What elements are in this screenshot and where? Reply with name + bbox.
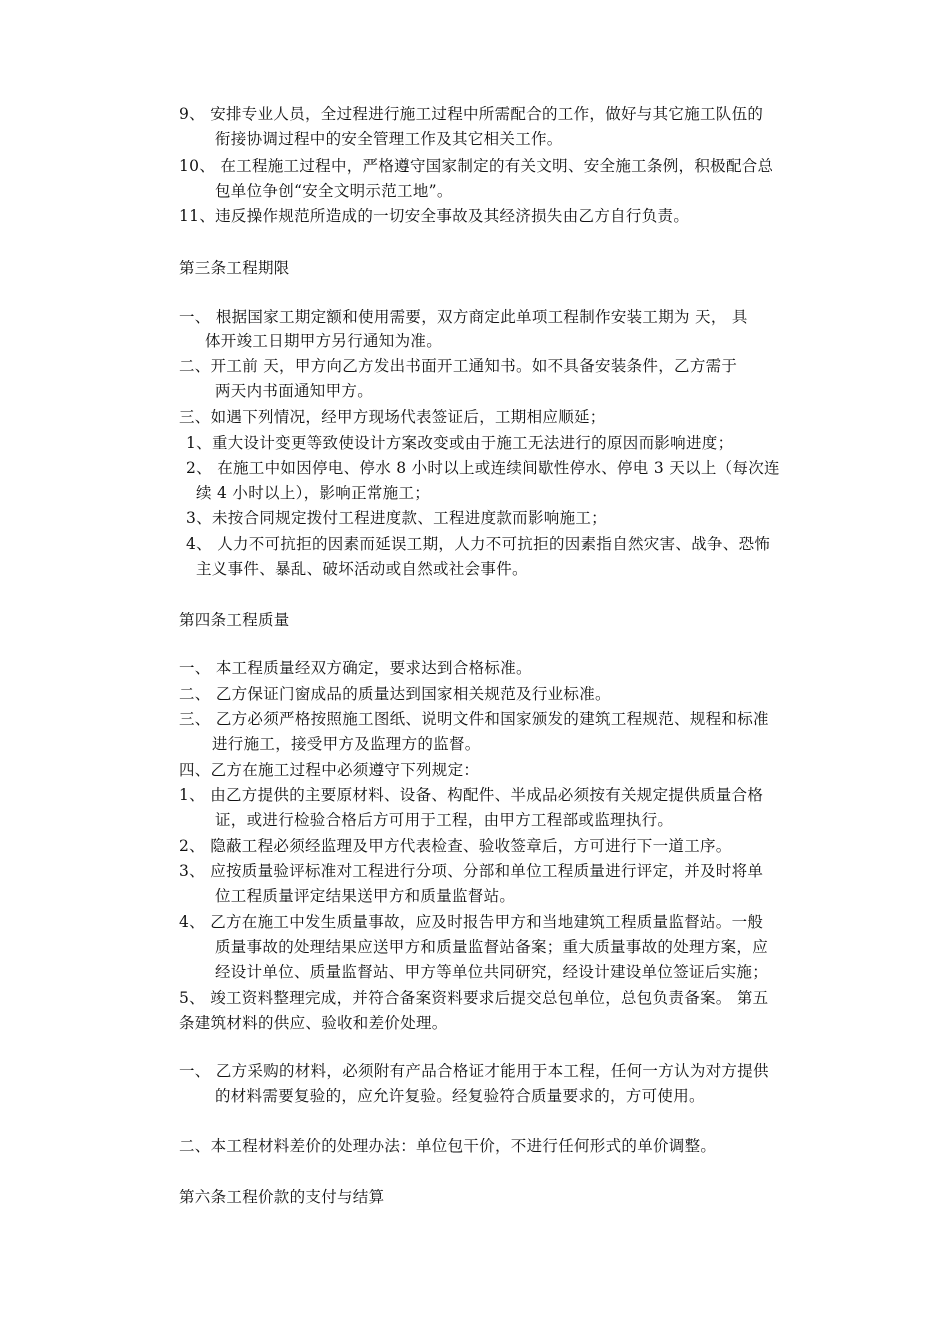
s3-item-2-line-2: 两天内书面通知甲方。: [215, 382, 374, 400]
clause-10-line-1: 10、 在工程施工过程中，严格遵守国家制定的有关文明、安全施工条例，积极配合总: [179, 157, 774, 175]
section-5-heading: 条建筑材料的供应、验收和差价处理。: [179, 1014, 448, 1032]
s4-item-3-line-2: 进行施工，接受甲方及监理方的监督。: [212, 735, 481, 753]
s3-sub-4-line-1: 4、 人力不可抗拒的因素而延误工期，人力不可抗拒的因素指自然灾害、战争、恐怖: [186, 535, 771, 553]
s3-sub-2-line-2: 续 4 小时以上），影响正常施工；: [196, 484, 431, 502]
s4-sub-2-line-1: 2、 隐蔽工程必须经监理及甲方代表检查、验收签章后，方可进行下一道工序。: [179, 837, 732, 855]
s4-sub-5-line-1: 5、 竣工资料整理完成，并符合备案资料要求后提交总包单位，总包负责备案。 第五: [179, 989, 769, 1007]
s4-sub-4-line-2: 质量事故的处理结果应送甲方和质量监督站备案；重大质量事故的处理方案，应: [215, 938, 769, 956]
s3-sub-2-line-1: 2、 在施工中如因停电、停水 8 小时以上或连续间歇性停水、停电 3 天以上（每次连: [186, 459, 780, 477]
s5-item-2-line-1: 二、本工程材料差价的处理办法：单位包干价，不进行任何形式的单价调整。: [179, 1137, 717, 1155]
clause-10-line-2: 包单位争创“安全文明示范工地”。: [215, 182, 453, 200]
s3-item-1-line-2: 体开竣工日期甲方另行通知为准。: [205, 332, 443, 350]
section-3-heading: 第三条工程期限: [179, 259, 290, 277]
s4-sub-3-line-2: 位工程质量评定结果送甲方和质量监督站。: [215, 887, 516, 905]
s4-item-2-line-1: 二、 乙方保证门窗成品的质量达到国家相关规范及行业标准。: [179, 685, 611, 703]
clause-9-line-2: 衔接协调过程中的安全管理工作及其它相关工作。: [215, 130, 563, 148]
s4-item-4-line-1: 四、乙方在施工过程中必须遵守下列规定：: [179, 761, 480, 779]
s4-item-3-line-1: 三、 乙方必须严格按照施工图纸、说明文件和国家颁发的建筑工程规范、规程和标准: [179, 710, 769, 728]
s3-item-1-line-1: 一、 根据国家工期定额和使用需要，双方商定此单项工程制作安装工期为 天， 具: [179, 308, 748, 326]
s4-sub-4-line-1: 4、 乙方在施工中发生质量事故，应及时报告甲方和当地建筑工程质量监督站。一般: [179, 913, 764, 931]
s5-item-1-line-2: 的材料需要复验的，应允许复验。经复验符合质量要求的，方可使用。: [215, 1087, 705, 1105]
s4-sub-1-line-2: 证，或进行检验合格后方可用于工程，由甲方工程部或监理执行。: [215, 811, 674, 829]
section-4-heading: 第四条工程质量: [179, 611, 290, 629]
s3-item-2-line-1: 二、开工前 天，甲方向乙方发出书面开工通知书。如不具备安装条件，乙方需于: [179, 357, 738, 375]
s4-sub-1-line-1: 1、 由乙方提供的主要原材料、设备、构配件、半成品必须按有关规定提供质量合格: [179, 786, 764, 804]
s4-sub-3-line-1: 3、 应按质量验评标准对工程进行分项、分部和单位工程质量进行评定，并及时将单: [179, 862, 764, 880]
clause-9-line-1: 9、 安排专业人员，全过程进行施工过程中所需配合的工作，做好与其它施工队伍的: [179, 105, 764, 123]
clause-11-line-1: 11、违反操作规范所造成的一切安全事故及其经济损失由乙方自行负责。: [179, 207, 690, 225]
s3-sub-1-line-1: 1、重大设计变更等致使设计方案改变或由于施工无法进行的原因而影响进度；: [186, 434, 734, 452]
s3-item-3-line-1: 三、如遇下列情况，经甲方现场代表签证后，工期相应顺延；: [179, 408, 606, 426]
section-6-heading: 第六条工程价款的支付与结算: [179, 1188, 385, 1206]
s4-sub-4-line-3: 经设计单位、质量监督站、甲方等单位共同研究，经设计建设单位签证后实施；: [215, 963, 769, 981]
s3-sub-3-line-1: 3、未按合同规定拨付工程进度款、工程进度款而影响施工；: [186, 509, 607, 527]
s4-item-1-line-1: 一、 本工程质量经双方确定，要求达到合格标准。: [179, 659, 532, 677]
s5-item-1-line-1: 一、 乙方采购的材料，必须附有产品合格证才能用于本工程，任何一方认为对方提供: [179, 1062, 769, 1080]
s3-sub-4-line-2: 主义事件、暴乱、破坏活动或自然或社会事件。: [196, 560, 528, 578]
